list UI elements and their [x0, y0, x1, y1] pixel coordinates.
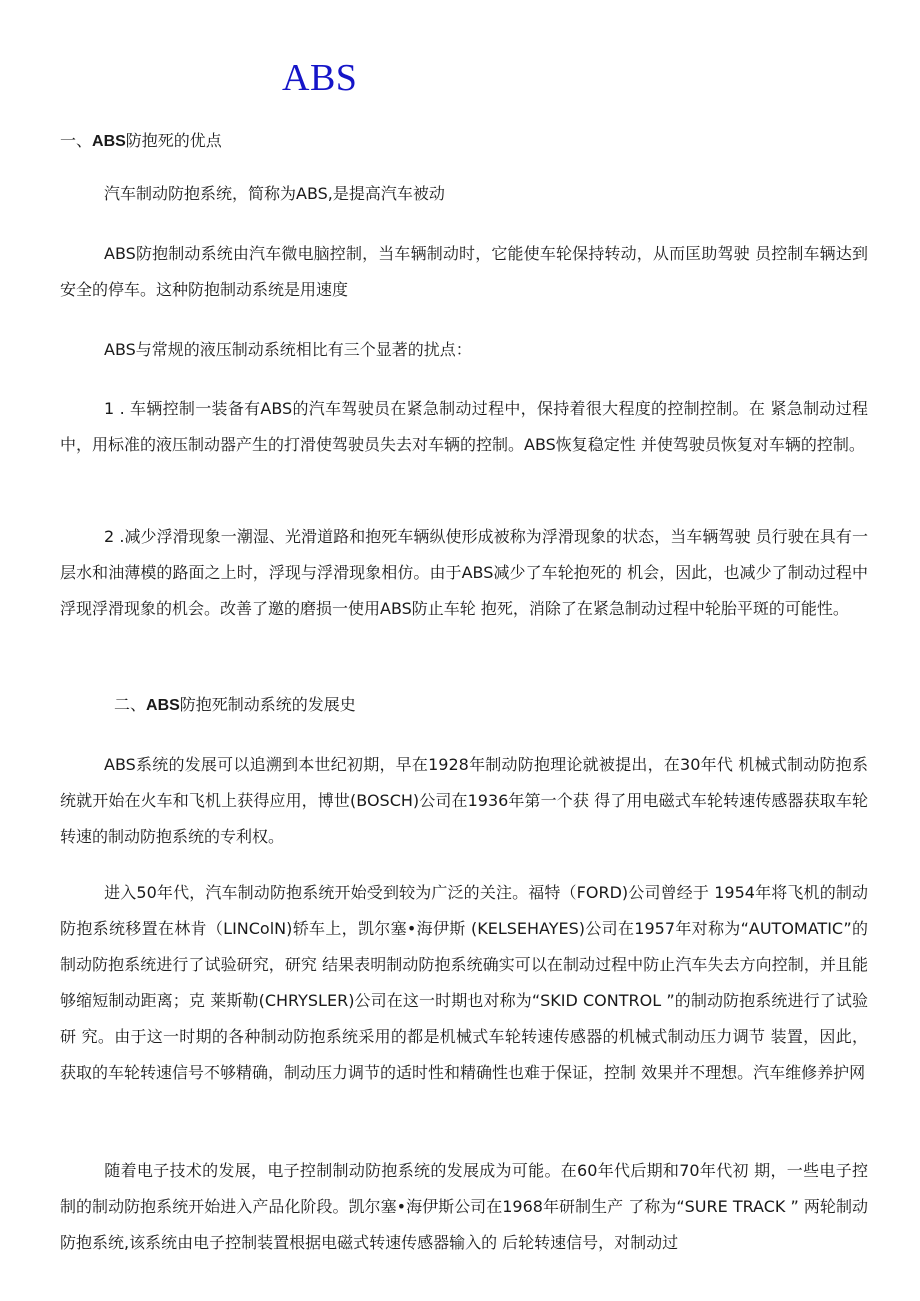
paragraph-advantages [60, 332, 868, 368]
paragraph-text: 1 . 车辆控制一装备有ABS的汽车驾驶员在紧急制动过程中，保持着很大程度的控制控制。在 紧急制动过程中，用标准的液压制动器产生的打滑使驾驶员失去对车辆的控制。ABS恢复稳定性 并使驾驶员恢复对车辆的控制。 [60, 399, 868, 454]
section-heading-2-abs: ABS [146, 697, 180, 714]
paragraph-point-2 [60, 519, 868, 627]
section-heading-2-prefix: 二、 [114, 695, 147, 714]
paragraph-intro [60, 176, 868, 212]
paragraph-text: ABS防抱制动系统由汽车微电脑控制，当车辆制动时，它能使车轮保持转动，从而匡助驾驶 员控制车辆达到安全的停车。这种防抱制动系统是用速度 [60, 244, 868, 299]
section-heading-1-text: 防抱死的优点 [125, 131, 222, 150]
section-heading-1 [60, 129, 222, 154]
paragraph-text: 进入50年代，汽车制动防抱系统开始受到较为广泛的关注。福特（FORD)公司曾经于 1954年将飞机的制动防抱系统移置在林肯（LINColN)轿车上，凯尔塞•海伊斯 (KELSEHAYES)公司在1957年对称为“AUTOMATIC”的制动防抱系统进行了试验研究，研究 结果表明制动防抱系统确实可以在制动过程中防止汽车失去方向控制，并且能够缩短制动距离；克 莱斯勒(CHRYSLER)公司在这一时期也对称为“SKID CONTROL ”的制动防抱系统进行了试验研 究。由于这一时期的各种制动防抱系统采用的都是机械式车轮转速传感器的机械式制动压力调节 装置，因此，获取的车轮转速信号不够精确，制动压力调节的适时性和精确性也难于保证，控制 效果并不理想。汽车维修养护网 [60, 883, 868, 1082]
paragraph-abs-control [60, 236, 868, 308]
paragraph-history-1 [60, 747, 868, 855]
document-title: ABS [282, 57, 358, 99]
section-heading-1-abs: ABS [92, 133, 126, 150]
paragraph-text: ABS系统的发展可以追溯到本世纪初期，早在1928年制动防抱理论就被提出，在30年代 机械式制动防抱系统就开始在火车和飞机上获得应用，博世(BOSCH)公司在1936年第一个获 得了用电磁式车轮转速传感器获取车轮转速的制动防抱系统的专利权。 [60, 755, 868, 846]
paragraph-history-3 [60, 1153, 868, 1261]
paragraph-text: 2 .减少浮滑现象一潮湿、光滑道路和抱死车辆纵使形成被称为浮滑现象的状态，当车辆驾驶 员行驶在具有一层水和油薄模的路面之上时，浮现与浮滑现象相仿。由于ABS减少了车轮抱死的 机会，因此，也减少了制动过程中浮现浮滑现象的机会。改善了邀的磨损一使用ABS防止车轮 抱死，消除了在紧急制动过程中轮胎平斑的可能性。 [60, 527, 868, 618]
section-heading-1-prefix: 一、 [60, 131, 93, 150]
paragraph-text: ABS与常规的液压制动系统相比有三个显著的扰点： [104, 340, 472, 359]
section-heading-2 [114, 693, 356, 718]
paragraph-history-2 [60, 875, 868, 1091]
paragraph-point-1 [60, 391, 868, 463]
paragraph-text: 汽车制动防抱系统，简称为ABS,是提高汽车被动 [104, 184, 445, 203]
section-heading-2-text: 防抱死制动系统的发展史 [179, 695, 356, 714]
paragraph-text: 随着电子技术的发展，电子控制制动防抱系统的发展成为可能。在60年代后期和70年代初 期，一些电子控制的制动防抱系统开始进入产品化阶段。凯尔塞•海伊斯公司在1968年研制生产 了称为“SURE TRACK ” 两轮制动防抱系统,该系统由电子控制装置根据电磁式转速传感器输入的 后轮转速信号，对制动过 [60, 1161, 868, 1252]
